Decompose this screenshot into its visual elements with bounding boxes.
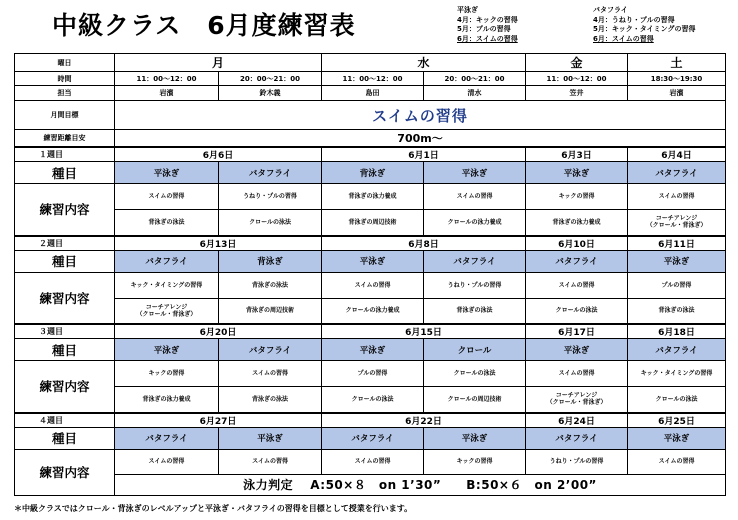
coach-cell: 岩濱 bbox=[115, 86, 219, 101]
time-cell: 20：00～21：00 bbox=[219, 72, 322, 86]
content-cell: 背泳ぎの泳力養成 bbox=[322, 184, 424, 210]
stroke-cell: バタフライ bbox=[526, 427, 628, 449]
distance-row bbox=[15, 130, 726, 148]
content-cell: うねり・プルの習得 bbox=[219, 184, 322, 210]
stroke-cell: 平泳ぎ bbox=[526, 162, 628, 184]
week-label: ４週目 bbox=[15, 413, 115, 428]
content-cell: スイムの習得 bbox=[628, 184, 726, 210]
content-cell: 背泳ぎの泳力養成 bbox=[115, 387, 219, 413]
stroke-cell: クロール bbox=[424, 339, 526, 361]
content-cell: キック・タイミングの習得 bbox=[628, 361, 726, 387]
distance-value: 700m～ bbox=[115, 130, 726, 148]
day-wednesday: 水 bbox=[322, 54, 526, 72]
stroke-cell: バタフライ bbox=[526, 250, 628, 272]
swim-test-info: 泳力判定 A:50×８ on 1’30” B:50×６ on 2’00” bbox=[115, 474, 726, 495]
content-cell: スイムの習得 bbox=[322, 272, 424, 298]
time-cell: 11：00～12：00 bbox=[322, 72, 424, 86]
content-row bbox=[15, 184, 726, 210]
content-label: 練習内容 bbox=[15, 361, 115, 413]
content-cell: スイムの習得 bbox=[219, 449, 322, 474]
stroke-cell: 平泳ぎ bbox=[322, 339, 424, 361]
note-line: 平泳ぎ bbox=[457, 6, 478, 14]
week-label: ３週目 bbox=[15, 324, 115, 339]
stroke-row bbox=[15, 339, 726, 361]
goal-row bbox=[15, 101, 726, 130]
note-line: 6月：スイムの習得 bbox=[457, 34, 518, 43]
time-cell: 18:30～19:30 bbox=[628, 72, 726, 86]
page-title: 中級クラス 6月度練習表 bbox=[52, 11, 356, 40]
stroke-cell: 平泳ぎ bbox=[115, 339, 219, 361]
content-cell: クロールの泳法 bbox=[424, 361, 526, 387]
content-cell: キックの習得 bbox=[115, 361, 219, 387]
content-cell: スイムの習得 bbox=[115, 449, 219, 474]
coach-cell: 清水 bbox=[424, 86, 526, 101]
content-cell: 背泳ぎの周辺技術 bbox=[219, 298, 322, 324]
coach-label: 担当 bbox=[15, 86, 115, 101]
coach-cell: 島田 bbox=[322, 86, 424, 101]
time-cell: 11：00～12：00 bbox=[115, 72, 219, 86]
content-row bbox=[15, 272, 726, 298]
content-label: 練習内容 bbox=[15, 449, 115, 495]
week-date-row bbox=[15, 236, 726, 251]
week-label: １週目 bbox=[15, 147, 115, 162]
time-label: 時間 bbox=[15, 72, 115, 86]
content-cell: コーチアレンジ （クロール・背泳ぎ） bbox=[115, 298, 219, 324]
stroke-cell: 平泳ぎ bbox=[424, 162, 526, 184]
content-cell: コーチアレンジ （クロール・背泳ぎ） bbox=[526, 387, 628, 413]
stroke-cell: バタフライ bbox=[628, 162, 726, 184]
content-cell: プルの習得 bbox=[628, 272, 726, 298]
stroke-cell: 平泳ぎ bbox=[219, 427, 322, 449]
content-cell: キックの習得 bbox=[424, 449, 526, 474]
breaststroke-notes bbox=[457, 6, 518, 44]
content-cell: クロールの泳法 bbox=[219, 210, 322, 236]
week-label: ２週目 bbox=[15, 236, 115, 251]
content-cell: 背泳ぎの泳法 bbox=[219, 272, 322, 298]
stroke-cell: 背泳ぎ bbox=[322, 162, 424, 184]
content-cell: スイムの習得 bbox=[424, 184, 526, 210]
stroke-cell: 平泳ぎ bbox=[322, 250, 424, 272]
note-line: 4月：うねり・プルの習得 bbox=[593, 15, 675, 24]
content-cell: キックの習得 bbox=[526, 184, 628, 210]
stroke-cell: 平泳ぎ bbox=[526, 339, 628, 361]
day-monday: 月 bbox=[115, 54, 322, 72]
distance-label: 練習距離目安 bbox=[15, 130, 115, 148]
date-cell: 6月3日 bbox=[526, 147, 628, 162]
stroke-cell: バタフライ bbox=[322, 427, 424, 449]
content-cell: 背泳ぎの泳法 bbox=[628, 298, 726, 324]
date-cell: 6月18日 bbox=[628, 324, 726, 339]
content-cell: スイムの習得 bbox=[322, 449, 424, 474]
content-row bbox=[15, 210, 726, 236]
content-cell: うねり・プルの習得 bbox=[526, 449, 628, 474]
stroke-cell: バタフライ bbox=[115, 250, 219, 272]
content-label: 練習内容 bbox=[15, 184, 115, 236]
stroke-label: 種目 bbox=[15, 427, 115, 449]
content-row bbox=[15, 298, 726, 324]
stroke-row bbox=[15, 250, 726, 272]
time-cell: 11：00～12：00 bbox=[526, 72, 628, 86]
content-cell: 背泳ぎの泳法 bbox=[115, 210, 219, 236]
coach-cell: 笠井 bbox=[526, 86, 628, 101]
date-cell: 6月15日 bbox=[322, 324, 526, 339]
content-cell: クロールの泳力養成 bbox=[424, 210, 526, 236]
date-cell: 6月1日 bbox=[322, 147, 526, 162]
content-cell: クロールの泳法 bbox=[628, 387, 726, 413]
date-cell: 6月8日 bbox=[322, 236, 526, 251]
note-line: バタフライ bbox=[593, 6, 628, 14]
date-cell: 6月17日 bbox=[526, 324, 628, 339]
footer-note: ＊中級クラスではクロール・背泳ぎのレベルアップと平泳ぎ・バタフライの習得を目標として授業を行います。 bbox=[14, 504, 413, 513]
day-friday: 金 bbox=[526, 54, 628, 72]
coach-cell: 岩濱 bbox=[628, 86, 726, 101]
date-cell: 6月25日 bbox=[628, 413, 726, 428]
content-cell: 背泳ぎの泳力養成 bbox=[526, 210, 628, 236]
date-cell: 6月11日 bbox=[628, 236, 726, 251]
stroke-cell: 平泳ぎ bbox=[628, 250, 726, 272]
coach-row bbox=[15, 86, 726, 101]
note-line: 4月：キックの習得 bbox=[457, 15, 518, 24]
content-cell: スイムの習得 bbox=[628, 449, 726, 474]
date-cell: 6月27日 bbox=[115, 413, 322, 428]
date-cell: 6月24日 bbox=[526, 413, 628, 428]
stroke-cell: バタフライ bbox=[424, 250, 526, 272]
content-cell: プルの習得 bbox=[322, 361, 424, 387]
date-cell: 6月13日 bbox=[115, 236, 322, 251]
goal-label: 月間目標 bbox=[15, 101, 115, 130]
content-row bbox=[15, 387, 726, 413]
stroke-label: 種目 bbox=[15, 250, 115, 272]
content-cell: クロールの泳力養成 bbox=[322, 298, 424, 324]
content-row bbox=[15, 361, 726, 387]
date-cell: 6月20日 bbox=[115, 324, 322, 339]
content-cell: クロールの周辺技術 bbox=[424, 387, 526, 413]
content-cell: 背泳ぎの泳法 bbox=[219, 387, 322, 413]
butterfly-notes bbox=[593, 6, 695, 44]
content-cell: キック・タイミングの習得 bbox=[115, 272, 219, 298]
stroke-cell: バタフライ bbox=[219, 162, 322, 184]
time-row bbox=[15, 72, 726, 86]
date-cell: 6月4日 bbox=[628, 147, 726, 162]
date-cell: 6月6日 bbox=[115, 147, 322, 162]
stroke-cell: 平泳ぎ bbox=[628, 427, 726, 449]
content-cell: 背泳ぎの周辺技術 bbox=[322, 210, 424, 236]
day-saturday: 土 bbox=[628, 54, 726, 72]
content-cell: スイムの習得 bbox=[526, 361, 628, 387]
time-cell: 20：00～21：00 bbox=[424, 72, 526, 86]
coach-cell: 鈴木義 bbox=[219, 86, 322, 101]
stroke-cell: バタフライ bbox=[115, 427, 219, 449]
stroke-row bbox=[15, 162, 726, 184]
stroke-cell: バタフライ bbox=[628, 339, 726, 361]
content-label: 練習内容 bbox=[15, 272, 115, 324]
schedule-table bbox=[14, 53, 726, 496]
date-cell: 6月10日 bbox=[526, 236, 628, 251]
content-cell: クロールの泳法 bbox=[526, 298, 628, 324]
content-cell: スイムの習得 bbox=[219, 361, 322, 387]
stroke-label: 種目 bbox=[15, 339, 115, 361]
monthly-goal: スイムの習得 bbox=[115, 101, 726, 130]
stroke-label: 種目 bbox=[15, 162, 115, 184]
stroke-row bbox=[15, 427, 726, 449]
stroke-cell: 平泳ぎ bbox=[424, 427, 526, 449]
content-cell: スイムの習得 bbox=[115, 184, 219, 210]
content-cell: うねり・プルの習得 bbox=[424, 272, 526, 298]
weekday-row bbox=[15, 54, 726, 72]
content-row bbox=[15, 449, 726, 474]
week-date-row bbox=[15, 413, 726, 428]
date-cell: 6月22日 bbox=[322, 413, 526, 428]
weekday-label: 曜日 bbox=[15, 54, 115, 72]
stroke-cell: 平泳ぎ bbox=[115, 162, 219, 184]
stroke-cell: バタフライ bbox=[219, 339, 322, 361]
week-date-row bbox=[15, 147, 726, 162]
note-line: 5月：キック・タイミングの習得 bbox=[593, 25, 696, 33]
content-cell: クロールの泳法 bbox=[322, 387, 424, 413]
note-line: 6月：スイムの習得 bbox=[593, 34, 654, 43]
week-date-row bbox=[15, 324, 726, 339]
content-cell: 背泳ぎの泳法 bbox=[424, 298, 526, 324]
note-line: 5月：プルの習得 bbox=[457, 25, 511, 33]
judge-row bbox=[15, 474, 726, 495]
content-cell: コーチアレンジ （クロール・背泳ぎ） bbox=[628, 210, 726, 236]
stroke-cell: 背泳ぎ bbox=[219, 250, 322, 272]
content-cell: スイムの習得 bbox=[526, 272, 628, 298]
